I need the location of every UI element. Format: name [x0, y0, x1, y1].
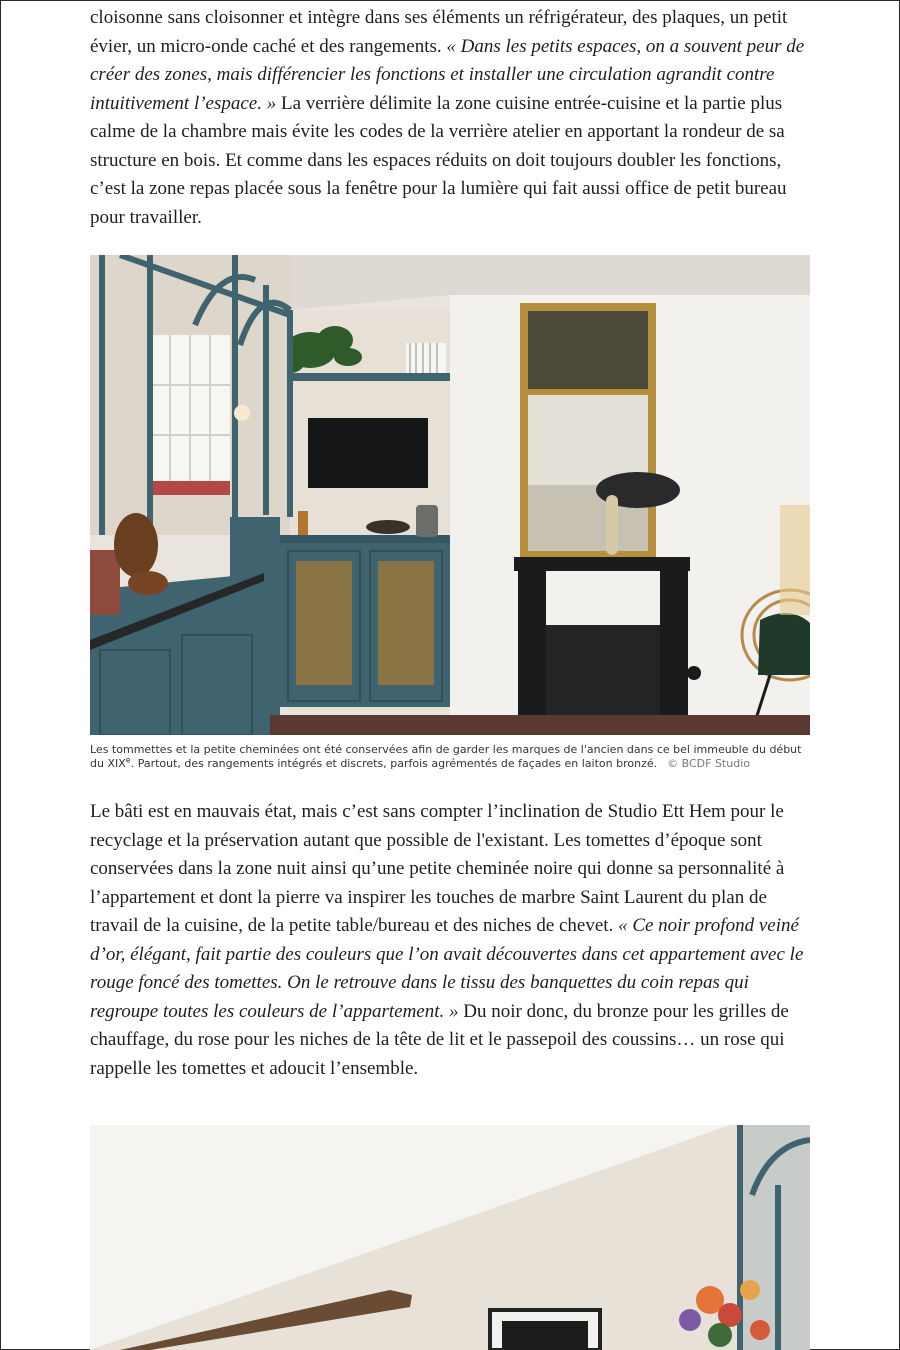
- photo-caption: Les tommettes et la petite cheminées ont été conservées afin de garder les marques de l'ancien dans ce bel immeuble du début du XIXe. Partout, des rangements intégrés et discrets, parfois agrémentés de façades en laiton bronzé. © BCDF Studio: [90, 743, 802, 770]
- article-paragraph-1: cloisonne sans cloisonner et intègre dans ses éléments un réfrigérateur, des plaques, un petit évier, un micro-onde caché et des rangements. « Dans les petits espaces, on a souvent peur de créer des zones, mais différencier les fonctions et installer une circulation agrandit contre intuitivement l’espace. » La verrière délimite la zone cuisine entrée-cuisine et la partie plus calme de la chambre mais évite les codes de la verrière atelier en apportant la rondeur de sa structure en bois. Et comme dans les espaces réduits on doit toujours doubler les fonctions, c’est la zone repas placée sous la fenêtre pour la lumière qui fait aussi office de petit bureau pour travailler.: [90, 7, 805, 228]
- photo-credit: © BCDF Studio: [667, 757, 750, 770]
- paragraph-1-quote: « Dans les petits espaces, on a souvent peur de créer des zones, mais différencier les fonctions et installer une circulation agrandit contre intuitivement l’espace. »: [90, 35, 805, 114]
- kitchen-fireplace-photo: [90, 255, 810, 735]
- article-paragraph-2: Le bâti est en mauvais état, mais c’est sans compter l’inclination de Studio Ett Hem pour le recyclage et la préservation autant que possible de l'existant. Les tomettes d’époque sont conservées dans la zone nuit ainsi qu’une petite cheminée noire qui donne sa personnalité à l’appartement et dont la pierre va inspirer les touches de marbre Saint Laurent du plan de travail de la cuisine, de la petite table/bureau et des niches de chevet. « Ce noir profond veiné d’or, élégant, fait partie des couleurs que l’on avait découvertes dans cet appartement avec le rouge foncé des tomettes. On le retrouve dans le tissu des banquettes du coin repas qui regroupe toutes les couleurs de l’appartement. » Du noir donc, du bronze pour les grilles de chauffage, du rose pour les niches de la tête de lit et le passepoil des coussins… un rose qui rappelle les tomettes et adoucit l’ensemble.: [90, 801, 804, 1079]
- paragraph-2-quote: « Ce noir profond veiné d’or, élégant, fait partie des couleurs que l’on avait découvertes dans cet appartement avec le rouge foncé des tomettes. On le retrouve dans le tissu des banquettes du coin repas qui regroupe toutes les couleurs de l’appartement. »: [90, 915, 804, 1022]
- bedroom-photo: [90, 1125, 810, 1350]
